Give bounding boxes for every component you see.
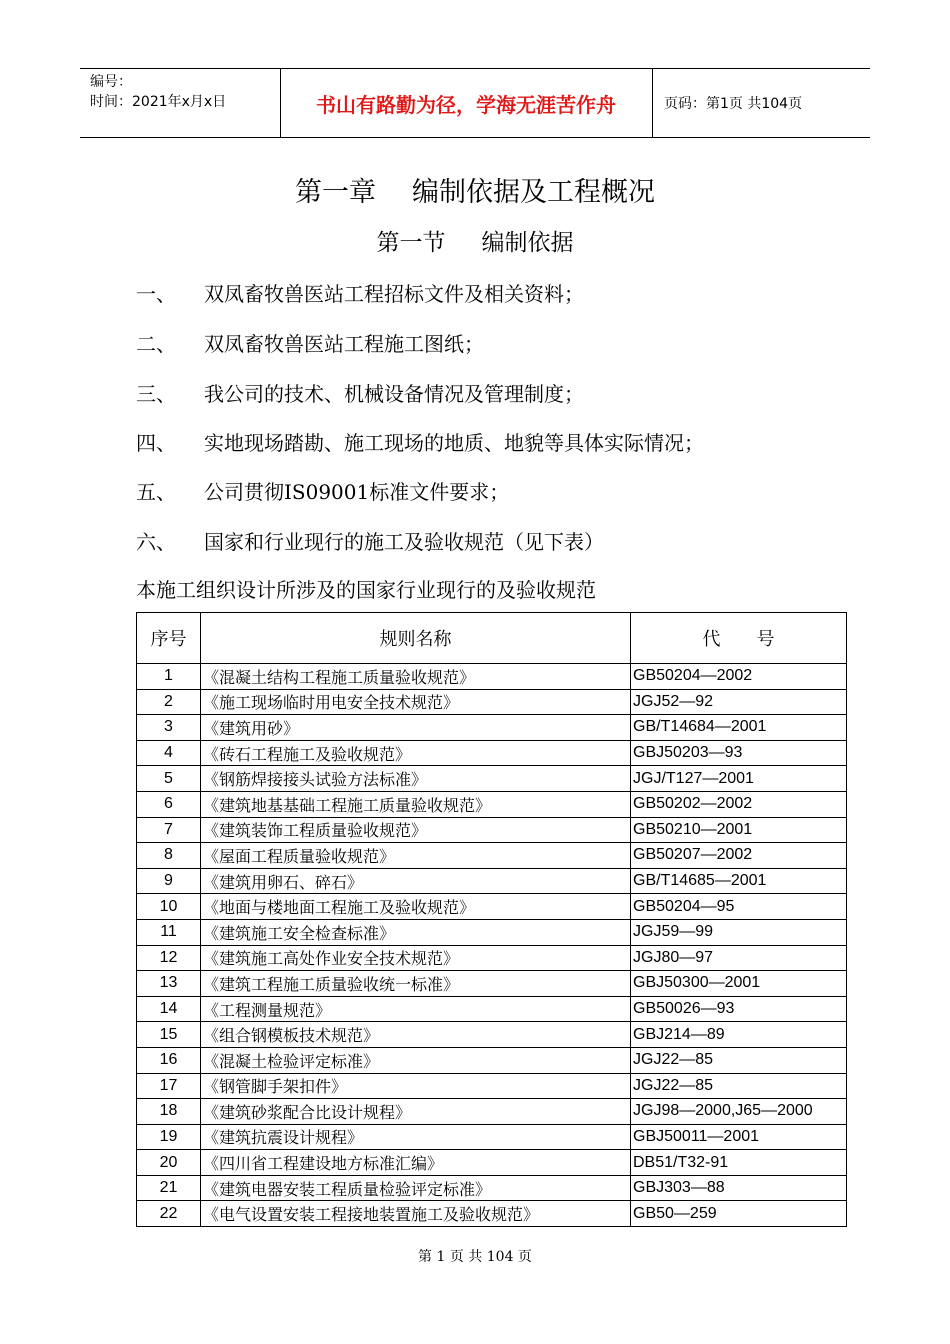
chapter-title: 第一章: [295, 177, 376, 208]
row-name: 《建筑砂浆配合比设计规程》: [201, 1099, 631, 1125]
table-row: [137, 1022, 847, 1048]
item-number: 三、: [136, 382, 176, 406]
row-name: 《工程测量规范》: [201, 996, 631, 1022]
standards-table: [136, 612, 847, 1227]
row-name: 《混凝土检验评定标准》: [201, 1047, 631, 1073]
row-name: 《组合钢模板技术规范》: [201, 1022, 631, 1048]
row-name: 《建筑抗震设计规程》: [201, 1124, 631, 1150]
row-index: 18: [137, 1099, 201, 1125]
row-code: JGJ59—99: [631, 919, 847, 945]
table-row: [137, 945, 847, 971]
row-name: 《钢管脚手架扣件》: [201, 1073, 631, 1099]
row-code: GB50204—95: [631, 894, 847, 920]
row-code: GBJ50011—2001: [631, 1124, 847, 1150]
row-name: 《地面与楼地面工程施工及验收规范》: [201, 894, 631, 920]
row-code: JGJ22—85: [631, 1047, 847, 1073]
row-name: 《建筑电器安装工程质量检验评定标准》: [201, 1175, 631, 1201]
item-text: 双凤畜牧兽医站工程施工图纸；: [204, 332, 484, 356]
item-number: 二、: [136, 332, 176, 356]
basis-item: [136, 278, 584, 307]
row-index: 3: [137, 715, 201, 741]
table-row: [137, 868, 847, 894]
row-code: GBJ50300—2001: [631, 971, 847, 997]
row-name: 《建筑用砂》: [201, 715, 631, 741]
table-row: [137, 971, 847, 997]
row-name: 《建筑地基基础工程施工质量验收规范》: [201, 791, 631, 817]
row-code: GB50—259: [631, 1201, 847, 1227]
row-index: 14: [137, 996, 201, 1022]
row-index: 19: [137, 1124, 201, 1150]
chapter-heading: [0, 170, 950, 209]
chapter-subtitle: 编制依据及工程概况: [412, 177, 655, 208]
table-row: [137, 1124, 847, 1150]
row-code: JGJ/T127—2001: [631, 766, 847, 792]
row-name: 《混凝土结构工程施工质量验收规范》: [201, 664, 631, 690]
row-code: GBJ303—88: [631, 1175, 847, 1201]
basis-item: [136, 378, 584, 407]
table-row: [137, 996, 847, 1022]
row-name: 《砖石工程施工及验收规范》: [201, 740, 631, 766]
table-row: [137, 791, 847, 817]
table-row: [137, 894, 847, 920]
row-name: 《建筑用卵石、碎石》: [201, 868, 631, 894]
table-row: [137, 715, 847, 741]
row-index: 22: [137, 1201, 201, 1227]
table-row: [137, 664, 847, 690]
item-number: 一、: [136, 282, 176, 306]
table-row: [137, 843, 847, 869]
table-row: [137, 1073, 847, 1099]
table-row: [137, 766, 847, 792]
item-text: 公司贯彻IS09001标准文件要求；: [204, 480, 510, 504]
row-index: 20: [137, 1150, 201, 1176]
header-name: 规则名称: [201, 613, 631, 664]
item-number: 六、: [136, 530, 176, 554]
table-row: [137, 689, 847, 715]
row-index: 2: [137, 689, 201, 715]
row-index: 4: [137, 740, 201, 766]
header-page-info: 页码：第1页 共104页: [664, 96, 803, 112]
row-index: 9: [137, 868, 201, 894]
row-name: 《钢筋焊接接头试验方法标准》: [201, 766, 631, 792]
table-row: [137, 919, 847, 945]
row-index: 10: [137, 894, 201, 920]
table-header-row: [137, 613, 847, 664]
table-row: [137, 1150, 847, 1176]
table-row: [137, 740, 847, 766]
header-motto: 书山有路勤为径，学海无涯苦作舟: [280, 69, 653, 137]
row-index: 16: [137, 1047, 201, 1073]
table-row: [137, 1201, 847, 1227]
row-name: 《建筑装饰工程质量验收规范》: [201, 817, 631, 843]
row-code: DB51/T32-91: [631, 1150, 847, 1176]
row-code: JGJ52—92: [631, 689, 847, 715]
row-index: 21: [137, 1175, 201, 1201]
table-caption: 本施工组织设计所涉及的国家行业现行的及验收规范: [136, 578, 596, 602]
row-index: 17: [137, 1073, 201, 1099]
page-header: [80, 68, 870, 138]
item-text: 实地现场踏勘、施工现场的地质、地貌等具体实际情况；: [204, 431, 704, 455]
item-number: 五、: [136, 480, 176, 504]
row-index: 7: [137, 817, 201, 843]
row-code: GBJ50203—93: [631, 740, 847, 766]
row-index: 15: [137, 1022, 201, 1048]
row-index: 11: [137, 919, 201, 945]
row-index: 12: [137, 945, 201, 971]
row-index: 8: [137, 843, 201, 869]
basis-item: [136, 427, 704, 456]
time-label: 时间：2021年x月x日: [90, 94, 227, 110]
row-name: 《屋面工程质量验收规范》: [201, 843, 631, 869]
page-footer: 第 1 页 共 104 页: [418, 1249, 532, 1265]
item-text: 双凤畜牧兽医站工程招标文件及相关资料；: [204, 282, 584, 306]
table-body: [137, 664, 847, 1227]
section-title: 第一节: [376, 230, 446, 256]
row-code: JGJ98—2000,J65—2000: [631, 1099, 847, 1125]
table-row: [137, 1175, 847, 1201]
item-text: 我公司的技术、机械设备情况及管理制度；: [204, 382, 584, 406]
row-code: GB/T14685—2001: [631, 868, 847, 894]
item-text: 国家和行业现行的施工及验收规范（见下表）: [204, 530, 604, 554]
basis-item: [136, 526, 604, 555]
row-name: 《电气设置安装工程接地装置施工及验收规范》: [201, 1201, 631, 1227]
item-number: 四、: [136, 431, 176, 455]
row-code: GB50210—2001: [631, 817, 847, 843]
row-index: 5: [137, 766, 201, 792]
table-row: [137, 1099, 847, 1125]
row-name: 《四川省工程建设地方标准汇编》: [201, 1150, 631, 1176]
row-name: 《建筑工程施工质量验收统一标准》: [201, 971, 631, 997]
row-code: GB/T14684—2001: [631, 715, 847, 741]
row-code: GB50026—93: [631, 996, 847, 1022]
row-name: 《建筑施工高处作业安全技术规范》: [201, 945, 631, 971]
number-label: 编号：: [90, 74, 132, 90]
row-code: GB50207—2002: [631, 843, 847, 869]
row-code: JGJ80—97: [631, 945, 847, 971]
basis-item: [136, 328, 484, 357]
row-index: 6: [137, 791, 201, 817]
row-index: 1: [137, 664, 201, 690]
row-code: GB50202—2002: [631, 791, 847, 817]
header-code: 代 号: [631, 613, 847, 664]
row-index: 13: [137, 971, 201, 997]
row-name: 《施工现场临时用电安全技术规范》: [201, 689, 631, 715]
header-meta: [80, 69, 281, 137]
basis-item: [136, 476, 509, 505]
section-heading: [0, 224, 950, 257]
table-row: [137, 1047, 847, 1073]
header-index: 序号: [137, 613, 201, 664]
row-code: JGJ22—85: [631, 1073, 847, 1099]
section-subtitle: 编制依据: [481, 230, 574, 256]
table-row: [137, 817, 847, 843]
row-code: GBJ214—89: [631, 1022, 847, 1048]
row-code: GB50204—2002: [631, 664, 847, 690]
row-name: 《建筑施工安全检查标准》: [201, 919, 631, 945]
